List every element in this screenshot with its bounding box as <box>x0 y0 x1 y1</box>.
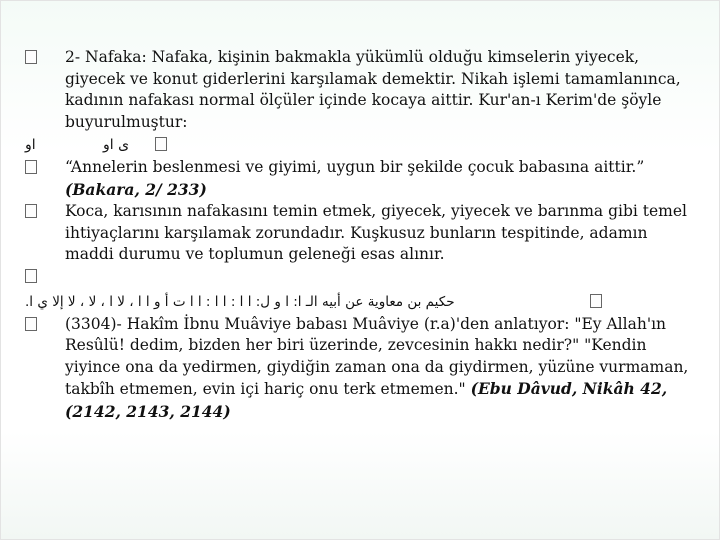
arabic-verse-mid: ى او <box>103 137 130 153</box>
missing-glyph-box-icon <box>590 294 602 308</box>
missing-glyph-box-icon <box>25 160 37 174</box>
hadith-reference: (Ebu Dâvud, Nikâh 42, (2142, 2143, 2144) <box>65 379 668 421</box>
missing-glyph-box-icon <box>25 204 37 218</box>
missing-glyph-box-icon <box>25 50 37 64</box>
missing-glyph-box-icon <box>25 317 37 331</box>
nafaka-text: 2- Nafaka: Nafaka, kişinin bakmakla yükümlü olduğu kimselerin yiyecek, giyecek ve konut giderlerini karşılamak demektir. Nikah işlemi tamamlanınca, kadının nafakası normal ölçüler içinde kocaya aittir. Kur'an-ı Kerim'de şöyle buyurulmuştur: <box>65 48 681 131</box>
paragraph-hadith-translation <box>25 314 701 424</box>
missing-glyph-box-icon <box>155 137 167 151</box>
paragraph-husband-duty <box>25 201 701 266</box>
slide-content <box>25 47 701 423</box>
hadith-translation-text: (3304)- Hakîm İbnu Muâviye babası Muâviye (r.a)'den anlatıyor: "Ey Allah'ın Resûlü! dedim, bizden her biri üzerinde, zevcesinin hakkı nedir?" "Kendin yiyince ona da yedirmen, giydiğin zaman ona da giydirmen, yüzüne vurmaman, takbîh etmemen, evin içi hariç onu terk etmemen." <box>65 314 689 398</box>
paragraph-nafaka <box>25 47 701 133</box>
arabic-verse-left: او <box>25 137 36 153</box>
paragraph-verse-translation <box>25 157 701 201</box>
hadith-arabic-text: حكيم بن معاوية عن أبيه الـ ا: ا و ل: ا ا : ا ا : ا ا ت أ و ا ا ، لا ا ، لا ، لا إلا ي ا. <box>25 293 455 310</box>
paragraph-empty <box>25 266 701 288</box>
verse-translation-text: “Annelerin beslenmesi ve giyimi, uygun bir şekilde çocuk babasına aittir.” <box>65 158 645 176</box>
missing-glyph-box-icon <box>25 269 37 283</box>
hadith-arabic-line <box>25 288 701 314</box>
arabic-verse-line <box>25 133 701 157</box>
husband-duty-text: Koca, karısının nafakasını temin etmek, giyecek, yiyecek ve barınma gibi temel ihtiyaçlarını karşılamak zorundadır. Kuşkusuz bunların tespitinde, adamın maddi durumu ve toplumun geleneği esas alınır. <box>65 202 688 263</box>
verse-reference: (Bakara, 2/ 233) <box>65 179 207 199</box>
